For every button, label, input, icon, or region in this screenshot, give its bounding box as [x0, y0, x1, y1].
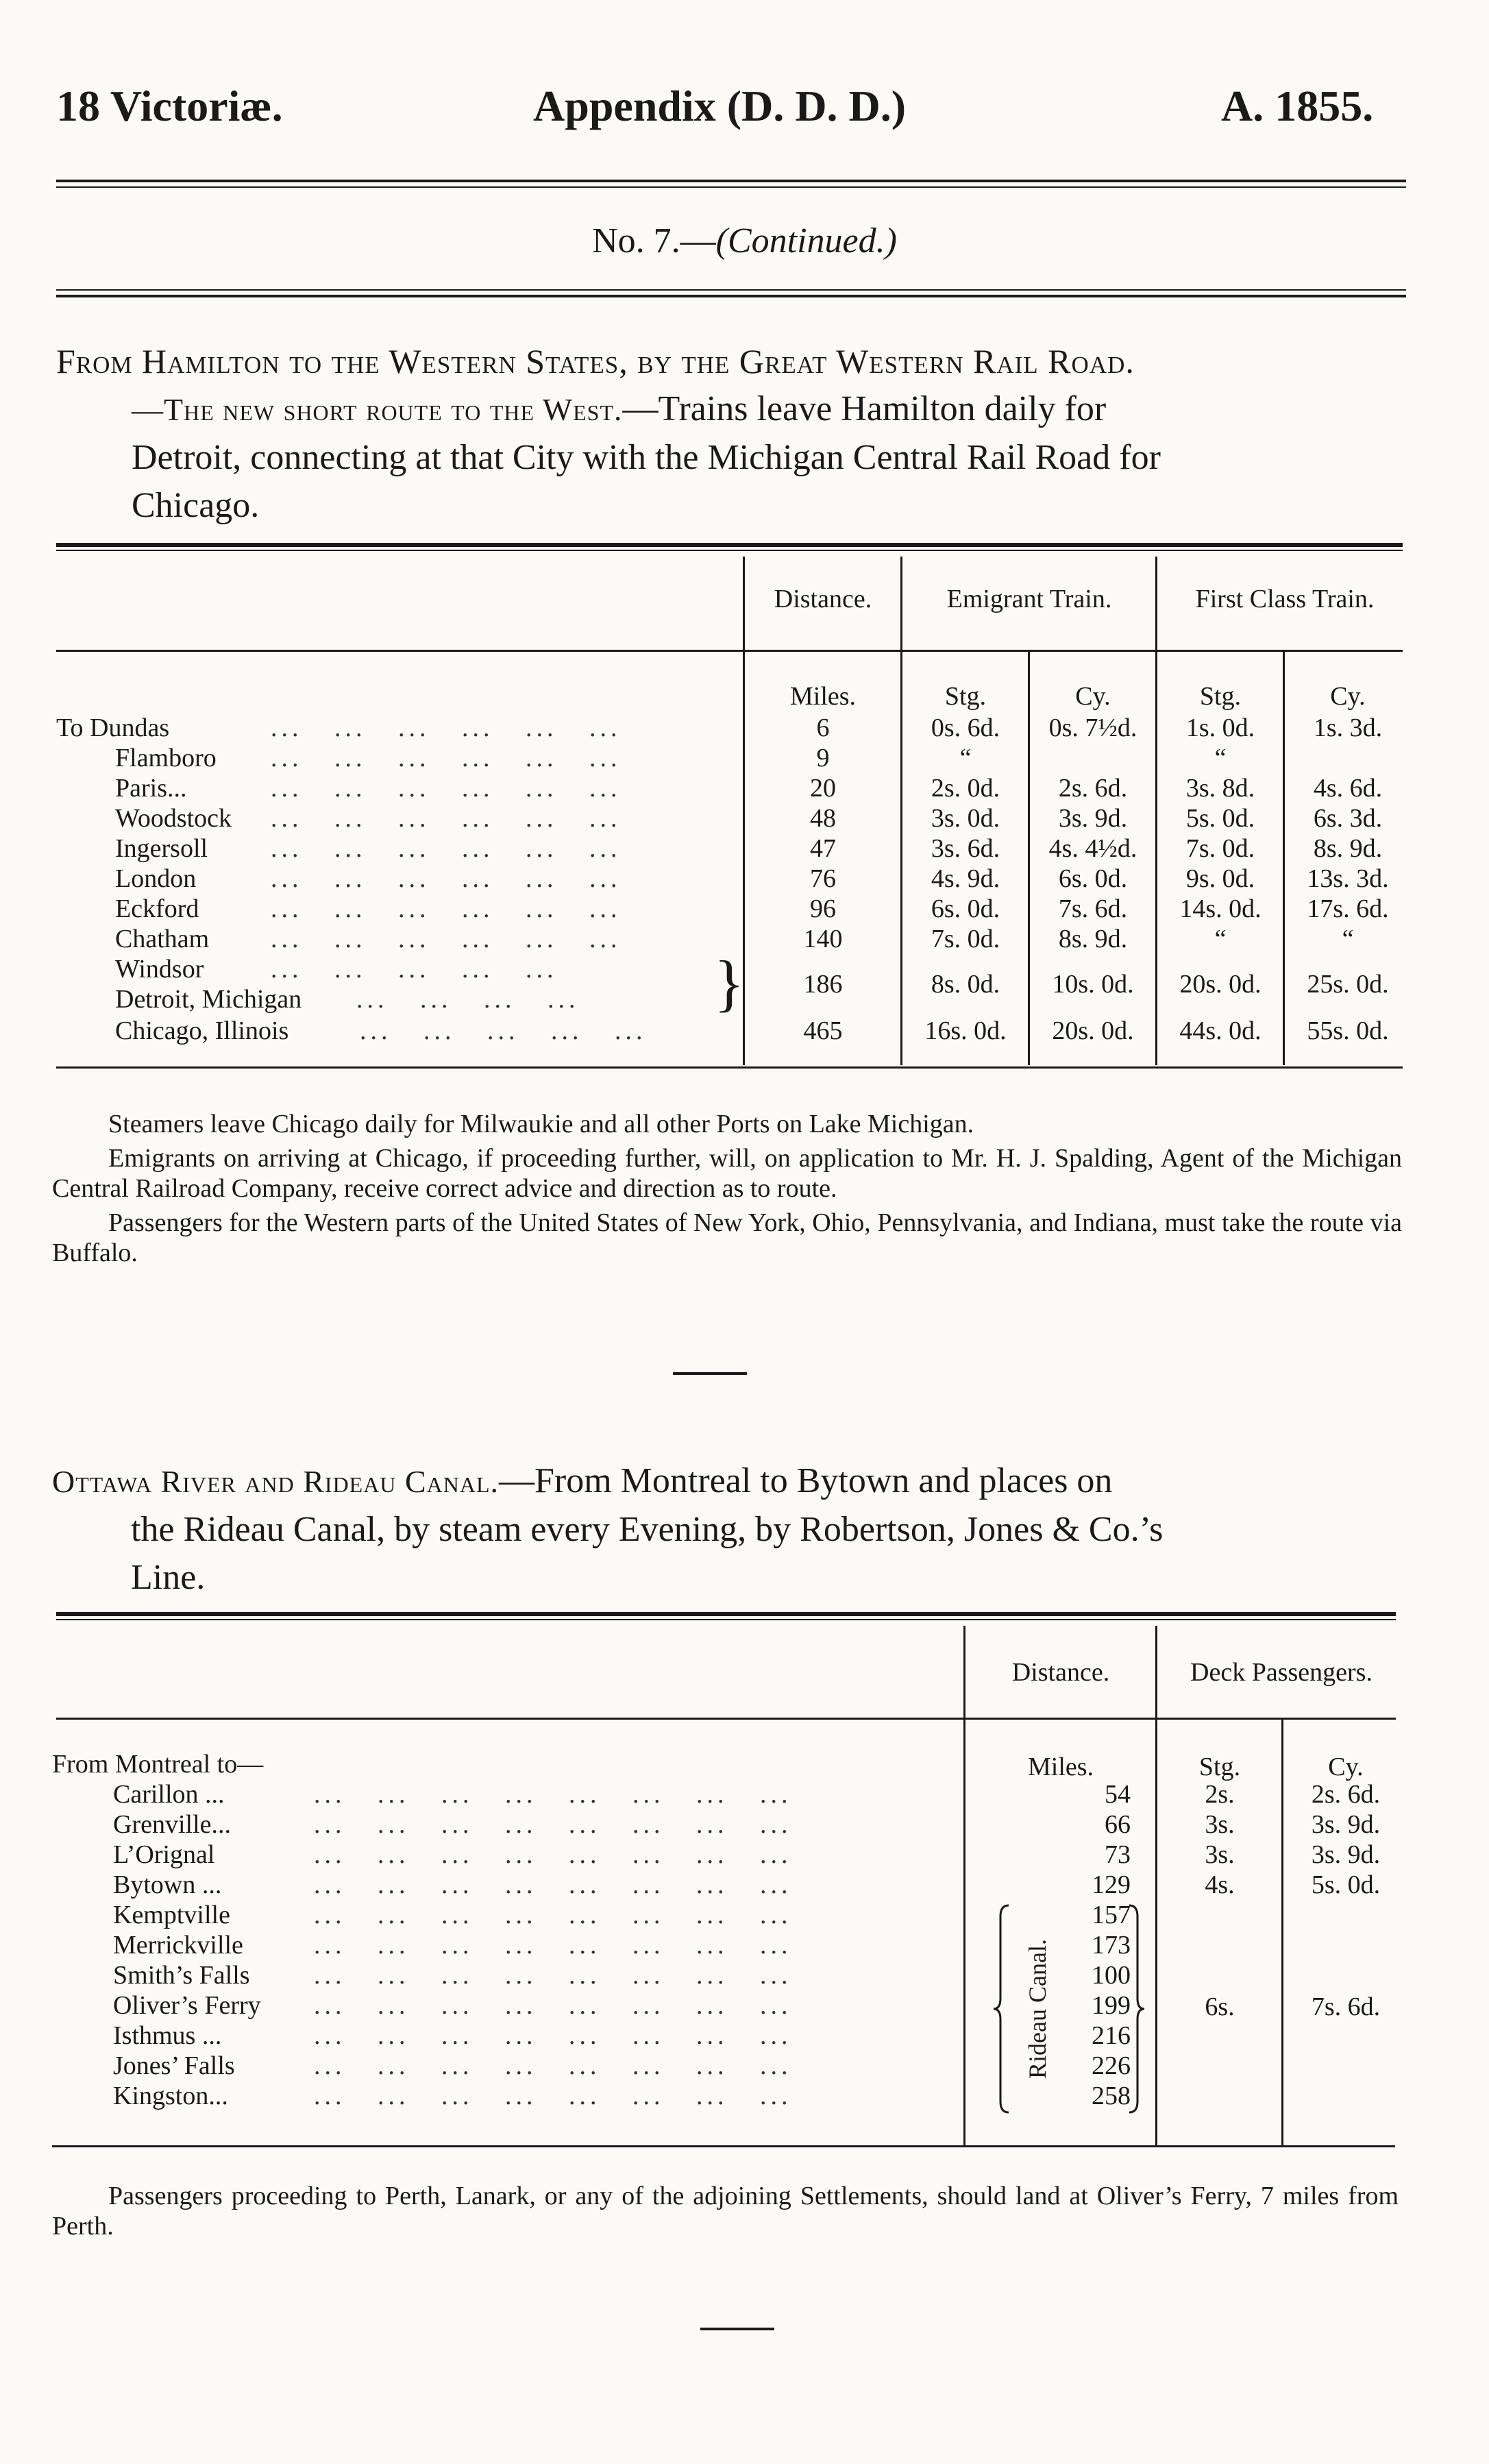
- cell-miles: 140: [803, 925, 843, 953]
- col-deck-passengers: Deck Passengers.: [1190, 1658, 1373, 1687]
- cell-emigrant-stg: “: [959, 744, 972, 772]
- table-row-place: Windsor: [115, 955, 204, 984]
- cell-first-cy: 25s. 0d.: [1307, 970, 1389, 999]
- table2-divider-distance: [1155, 1626, 1157, 2145]
- cell-emigrant-stg: 0s. 6d.: [931, 713, 1000, 742]
- cell-miles: 66: [1105, 1810, 1131, 1839]
- table-row-place: Oliver’s Ferry: [113, 1991, 261, 2020]
- table2-divider-cy: [1281, 1719, 1283, 2145]
- table-row-place: Woodstock: [115, 804, 232, 833]
- table-row-place: Flamboro: [115, 744, 217, 772]
- cell-miles: 9: [816, 744, 830, 772]
- cell-miles: 100: [1092, 1961, 1131, 1990]
- cell-first-stg: 44s. 0d.: [1179, 1016, 1262, 1045]
- cell-emigrant-stg: 16s. 0d.: [924, 1016, 1007, 1045]
- cell-miles: 73: [1105, 1840, 1131, 1869]
- cell-first-stg: 5s. 0d.: [1185, 804, 1255, 833]
- header-volume: 18 Victoriæ.: [56, 82, 283, 130]
- leader-dots: ... ... ... ... ... ... ... ...: [314, 2021, 792, 2050]
- table-row-place: Jones’ Falls: [113, 2051, 235, 2080]
- note-steamers: Steamers leave Chicago daily for Milwaukie and all other Ports on Lake Michigan.: [108, 1110, 974, 1138]
- cell-emigrant-cy: 10s. 0d.: [1052, 970, 1134, 999]
- leader-dots: ... ... ... ... ... ... ... ...: [314, 1961, 792, 1990]
- cell-miles: 465: [803, 1016, 843, 1045]
- note-emigrants: Emigrants on arriving at Chicago, if proceeding further, will, on application to Mr. H. J. Spalding, Agent of the Michigan Central Railroad Company, receive correct advice and direction as to route.: [52, 1144, 1402, 1203]
- cell-first-cy: 8s. 9d.: [1313, 834, 1383, 863]
- cell-miles: 226: [1092, 2051, 1131, 2080]
- cell-deck-stg: 6s.: [1205, 1992, 1235, 2021]
- cell-deck-cy: 2s. 6d.: [1311, 1780, 1381, 1809]
- table-row-place: L’Orignal: [113, 1840, 215, 1869]
- leader-dots: ... ... ... ... ... ...: [271, 864, 622, 893]
- table-row-place: Kingston...: [113, 2082, 228, 2110]
- cell-first-cy: 13s. 3d.: [1307, 864, 1389, 893]
- cell-deck-cy: 5s. 0d.: [1311, 1870, 1381, 1899]
- subcol-first-stg: Stg.: [1199, 682, 1242, 711]
- cell-miles: 6: [816, 713, 830, 742]
- section1-line2-text: —Trains leave Hamilton daily for: [622, 389, 1107, 428]
- cell-first-cy: 6s. 3d.: [1313, 804, 1383, 833]
- table-row-place: Detroit, Michigan: [115, 985, 302, 1014]
- cell-deck-stg: 3s.: [1205, 1810, 1235, 1839]
- table2-from-label: From Montreal to—: [52, 1750, 264, 1779]
- cell-miles: 258: [1092, 2082, 1131, 2110]
- cell-miles: 186: [803, 970, 843, 999]
- cell-emigrant-stg: 7s. 0d.: [931, 925, 1000, 953]
- section-divider: [673, 1372, 747, 1375]
- table-row-place: Chatham: [115, 925, 210, 953]
- table-row-place: Chicago, Illinois: [115, 1016, 289, 1045]
- leader-dots: ... ... ... ... ... ... ... ...: [314, 2082, 792, 2110]
- cell-miles: 157: [1092, 1901, 1131, 1929]
- table2-top-rule-thin: [56, 1619, 1396, 1620]
- table1-divider-emigrant: [1155, 557, 1157, 1065]
- section2-line1: [52, 1457, 1409, 1506]
- cell-deck-stg: 3s.: [1205, 1840, 1235, 1869]
- subtitle-rule-thin: [56, 289, 1406, 291]
- leader-dots: ... ... ... ... ... ... ... ...: [314, 1840, 792, 1869]
- leader-dots: ... ... ... ... ... ...: [271, 925, 622, 953]
- table2-top-rule: [56, 1612, 1396, 1616]
- cell-emigrant-cy: 3s. 9d.: [1058, 804, 1128, 833]
- leader-dots: ... ... ... ... ...: [271, 955, 558, 984]
- cell-first-stg: 1s. 0d.: [1185, 713, 1255, 742]
- cell-first-cy: 4s. 6d.: [1313, 774, 1383, 803]
- table-row-place: London: [115, 864, 197, 893]
- cell-first-stg: 14s. 0d.: [1179, 894, 1262, 923]
- cell-emigrant-stg: 8s. 0d.: [931, 970, 1000, 999]
- section1-notes: [52, 1109, 1402, 1268]
- section1-line4: Chicago.: [132, 486, 260, 525]
- subcol-deck-cy: Cy.: [1328, 1753, 1364, 1781]
- leader-dots: ... ... ... ... ... ... ... ...: [314, 1870, 792, 1899]
- col-first-class-train: First Class Train.: [1195, 585, 1375, 613]
- section1-line2: [56, 385, 1410, 434]
- leader-dots: ... ... ... ... ... ...: [271, 894, 622, 923]
- table1-divider-emigrant-cy: [1028, 651, 1030, 1065]
- table1-divider-distance: [900, 557, 902, 1065]
- cell-first-stg: 3s. 8d.: [1185, 774, 1255, 803]
- table-row-place: Isthmus ...: [113, 2021, 222, 2050]
- subtitle-rule-thick: [56, 295, 1406, 297]
- cell-first-cy: 17s. 6d.: [1307, 894, 1389, 923]
- rideau-canal-label: Rideau Canal.: [1024, 1939, 1051, 2079]
- cell-emigrant-stg: 3s. 6d.: [931, 834, 1000, 863]
- leader-dots: ... ... ... ... ... ... ... ...: [314, 1810, 792, 1839]
- col-emigrant-train: Emigrant Train.: [946, 585, 1112, 613]
- cell-first-stg: 7s. 0d.: [1185, 834, 1255, 863]
- leader-dots: ... ... ... ... ...: [360, 1016, 647, 1045]
- table-row-place: Carillon ...: [113, 1780, 225, 1809]
- leader-dots: ... ... ... ... ... ... ... ...: [314, 2051, 792, 2080]
- leader-dots: ... ... ... ... ... ... ... ...: [314, 1780, 792, 1809]
- leader-dots: ... ... ... ... ... ...: [271, 713, 622, 742]
- header-rule-thin: [56, 186, 1406, 188]
- cell-miles: 76: [810, 864, 836, 893]
- subcol-miles: Miles.: [789, 682, 857, 711]
- header-appendix: Appendix (D. D. D.): [533, 82, 907, 130]
- page-subtitle: [0, 221, 1489, 261]
- section1-line3: Detroit, connecting at that City with the Michigan Central Rail Road for: [132, 438, 1161, 477]
- cell-emigrant-cy: 6s. 0d.: [1058, 864, 1128, 893]
- section1-title: From Hamilton to the Western States, by the Great Western Rail Road.: [56, 342, 1135, 380]
- header-rule-thick: [56, 180, 1406, 182]
- table2-divider-places: [963, 1626, 965, 2145]
- subtitle-number: No. 7.—: [592, 221, 716, 260]
- cell-emigrant-cy: 20s. 0d.: [1052, 1016, 1134, 1045]
- cell-first-stg: “: [1214, 925, 1227, 953]
- cell-emigrant-cy: 2s. 6d.: [1058, 774, 1128, 803]
- leader-dots: ... ... ... ... ... ...: [271, 744, 622, 772]
- table-row-place: To Dundas: [56, 713, 170, 742]
- cell-first-stg: 20s. 0d.: [1179, 970, 1262, 999]
- table-row-place: Kemptville: [113, 1901, 230, 1929]
- cell-deck-stg: 4s.: [1205, 1870, 1235, 1899]
- section2-line3: Line.: [131, 1558, 206, 1597]
- table1-header-rule: [56, 650, 1403, 652]
- cell-emigrant-cy: 8s. 9d.: [1058, 925, 1128, 953]
- cell-miles: 216: [1092, 2021, 1131, 2050]
- section2-title: Ottawa River and Rideau Canal.: [52, 1464, 499, 1499]
- leader-dots: ... ... ... ... ... ... ... ...: [314, 1991, 792, 2020]
- subtitle-continued: (Continued.): [715, 221, 897, 260]
- canal-bracket-icon: [992, 1903, 1150, 2115]
- table2-header-rule: [56, 1718, 1396, 1720]
- cell-emigrant-stg: 4s. 9d.: [931, 864, 1000, 893]
- brace-icon: }: [714, 948, 745, 1018]
- cell-miles: 199: [1092, 1991, 1131, 2020]
- cell-miles: 54: [1105, 1780, 1131, 1809]
- section2-line2: the Rideau Canal, by steam every Evening, by Robertson, Jones & Co.’s: [131, 1510, 1164, 1549]
- section2-heading: [52, 1457, 1409, 1602]
- subcol-emigrant-cy: Cy.: [1075, 682, 1111, 711]
- table1-top-rule-thin: [56, 550, 1403, 551]
- cell-miles: 20: [810, 774, 836, 803]
- leader-dots: ... ... ... ... ... ...: [271, 834, 622, 863]
- leader-dots: ... ... ... ... ... ... ... ...: [314, 1901, 792, 1929]
- cell-emigrant-cy: 0s. 7½d.: [1048, 713, 1137, 742]
- table1-top-rule: [56, 543, 1403, 547]
- cell-first-stg: 9s. 0d.: [1185, 864, 1255, 893]
- leader-dots: ... ... ... ... ... ...: [271, 804, 622, 833]
- section1-heading: [56, 337, 1410, 530]
- table-row-place: Grenville...: [113, 1810, 232, 1839]
- leader-dots: ... ... ... ...: [356, 985, 580, 1014]
- subcol-miles: Miles.: [1027, 1753, 1094, 1781]
- note-passengers-west: Passengers for the Western parts of the United States of New York, Ohio, Pennsylvania, and Indiana, must take the route via Buffalo.: [52, 1208, 1402, 1267]
- cell-first-cy: 55s. 0d.: [1307, 1016, 1389, 1045]
- section1-subtitle: —The new short route to the West.: [132, 392, 623, 427]
- col-distance: Distance.: [774, 585, 872, 613]
- table-row-place: Bytown ...: [113, 1870, 222, 1899]
- col-distance: Distance.: [1011, 1658, 1110, 1687]
- cell-first-cy: “: [1342, 925, 1354, 953]
- cell-emigrant-cy: 7s. 6d.: [1058, 894, 1128, 923]
- leader-dots: ... ... ... ... ... ... ... ...: [314, 1931, 792, 1960]
- note-perth: Passengers proceeding to Perth, Lanark, or any of the adjoining Settlements, should land at Oliver’s Ferry, 7 miles from Perth.: [52, 2182, 1399, 2241]
- cell-deck-cy: 3s. 9d.: [1311, 1810, 1381, 1839]
- cell-miles: 173: [1092, 1931, 1131, 1960]
- table-row-place: Eckford: [115, 894, 199, 923]
- cell-emigrant-cy: 4s. 4½d.: [1048, 834, 1137, 863]
- section2-line1-text: —From Montreal to Bytown and places on: [499, 1461, 1113, 1500]
- cell-miles: 47: [810, 834, 836, 863]
- subcol-first-cy: Cy.: [1330, 682, 1366, 711]
- cell-deck-stg: 2s.: [1205, 1780, 1235, 1809]
- table-row-place: Smith’s Falls: [113, 1961, 250, 1990]
- subcol-deck-stg: Stg.: [1198, 1753, 1241, 1781]
- cell-emigrant-stg: 6s. 0d.: [931, 894, 1000, 923]
- table-row-place: Paris...: [115, 774, 187, 803]
- end-divider: [700, 2328, 774, 2330]
- cell-first-cy: 1s. 3d.: [1313, 713, 1383, 742]
- table-row-place: Merrickville: [113, 1931, 243, 1960]
- cell-emigrant-stg: 2s. 0d.: [931, 774, 1000, 803]
- cell-miles: 96: [810, 894, 836, 923]
- header-year: A. 1855.: [1221, 82, 1374, 130]
- table2-bottom-rule: [52, 2145, 1395, 2147]
- cell-miles: 48: [810, 804, 836, 833]
- subcol-emigrant-stg: Stg.: [944, 682, 987, 711]
- cell-first-stg: “: [1214, 744, 1227, 772]
- table-row-place: Ingersoll: [115, 834, 208, 863]
- table1-bottom-rule: [56, 1066, 1403, 1069]
- cell-deck-cy: 3s. 9d.: [1311, 1840, 1381, 1869]
- table1-divider-first-cy: [1283, 651, 1285, 1065]
- cell-deck-cy: 7s. 6d.: [1311, 1992, 1381, 2021]
- cell-emigrant-stg: 3s. 0d.: [931, 804, 1000, 833]
- leader-dots: ... ... ... ... ... ...: [271, 774, 622, 803]
- cell-miles: 129: [1092, 1870, 1131, 1899]
